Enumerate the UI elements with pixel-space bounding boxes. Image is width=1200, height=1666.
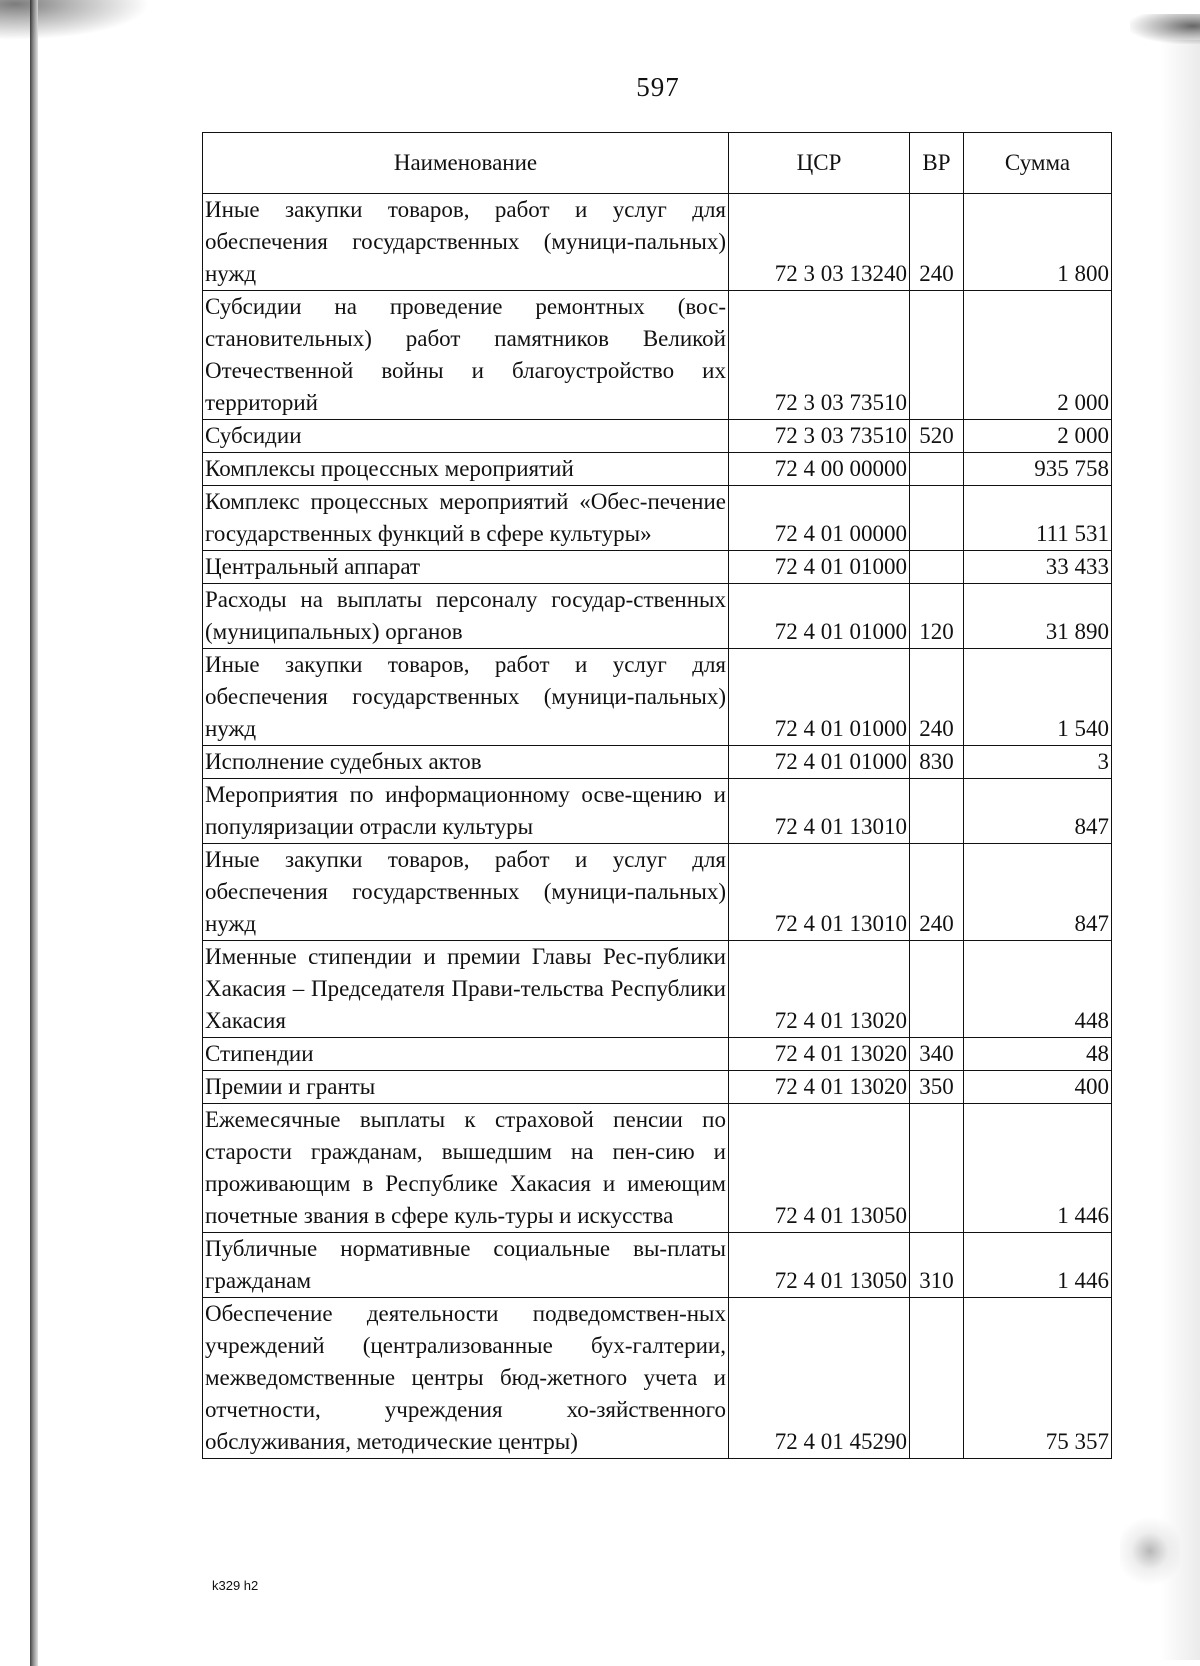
cell-vr xyxy=(910,941,964,1038)
cell-name: Именные стипендии и премии Главы Рес-публики Хакасия – Председателя Прави-тельства Республики Хакасия xyxy=(203,941,729,1038)
footer-code: k329 h2 xyxy=(212,1578,259,1593)
table-row xyxy=(203,1104,1112,1233)
cell-name: Иные закупки товаров, работ и услуг для обеспечения государственных (муници-пальных) нужд xyxy=(203,194,729,291)
cell-sum: 1 540 xyxy=(964,649,1112,746)
cell-csr: 72 3 03 73510 xyxy=(729,420,910,453)
scan-artifact-bottom-right xyxy=(1120,1516,1180,1586)
table-row xyxy=(203,1233,1112,1298)
cell-vr: 240 xyxy=(910,844,964,941)
cell-vr: 240 xyxy=(910,194,964,291)
cell-sum: 400 xyxy=(964,1071,1112,1104)
cell-vr: 310 xyxy=(910,1233,964,1298)
table-row xyxy=(203,844,1112,941)
cell-sum: 2 000 xyxy=(964,291,1112,420)
cell-name: Премии и гранты xyxy=(203,1071,729,1104)
table-row xyxy=(203,779,1112,844)
header-csr: ЦСР xyxy=(729,133,910,194)
cell-name: Ежемесячные выплаты к страховой пенсии по старости гражданам, вышедшим на пен-сию и проживающим в Республике Хакасия и имеющим почетные звания в сфере куль-туры и искусства xyxy=(203,1104,729,1233)
header-vr: ВР xyxy=(910,133,964,194)
cell-name: Расходы на выплаты персоналу государ-ственных (муниципальных) органов xyxy=(203,584,729,649)
scan-artifact-right-edge xyxy=(1160,40,1200,1660)
cell-csr: 72 4 00 00000 xyxy=(729,453,910,486)
table-row xyxy=(203,551,1112,584)
header-name: Наименование xyxy=(203,133,729,194)
page-number: 597 xyxy=(636,72,680,102)
table-row xyxy=(203,746,1112,779)
cell-csr: 72 4 01 13020 xyxy=(729,1071,910,1104)
cell-csr: 72 4 01 13010 xyxy=(729,779,910,844)
table-row xyxy=(203,584,1112,649)
cell-csr: 72 4 01 01000 xyxy=(729,551,910,584)
cell-csr: 72 4 01 13020 xyxy=(729,1038,910,1071)
cell-name: Центральный аппарат xyxy=(203,551,729,584)
cell-name: Комплекс процессных мероприятий «Обес-печение государственных функций в сфере культуры» xyxy=(203,486,729,551)
cell-sum: 1 800 xyxy=(964,194,1112,291)
cell-vr: 340 xyxy=(910,1038,964,1071)
cell-csr: 72 3 03 13240 xyxy=(729,194,910,291)
cell-sum: 33 433 xyxy=(964,551,1112,584)
cell-sum: 2 000 xyxy=(964,420,1112,453)
cell-vr xyxy=(910,551,964,584)
cell-csr: 72 4 01 00000 xyxy=(729,486,910,551)
table-body xyxy=(203,194,1112,1459)
cell-sum: 1 446 xyxy=(964,1104,1112,1233)
cell-name: Иные закупки товаров, работ и услуг для обеспечения государственных (муници-пальных) нужд xyxy=(203,844,729,941)
cell-vr xyxy=(910,291,964,420)
cell-sum: 1 446 xyxy=(964,1233,1112,1298)
cell-csr: 72 4 01 13050 xyxy=(729,1233,910,1298)
cell-vr xyxy=(910,1104,964,1233)
cell-vr xyxy=(910,1298,964,1459)
cell-name: Исполнение судебных актов xyxy=(203,746,729,779)
table-row xyxy=(203,453,1112,486)
cell-csr: 72 3 03 73510 xyxy=(729,291,910,420)
header-sum: Сумма xyxy=(964,133,1112,194)
cell-csr: 72 4 01 01000 xyxy=(729,746,910,779)
cell-vr xyxy=(910,779,964,844)
budget-table xyxy=(202,132,1112,1459)
cell-csr: 72 4 01 13010 xyxy=(729,844,910,941)
cell-name: Обеспечение деятельности подведомствен-ных учреждений (централизованные бух-галтерии, межведомственные центры бюд-жетного учета и отчетности, учреждения хо-зяйственного обслуживания, методические центры) xyxy=(203,1298,729,1459)
cell-name: Комплексы процессных мероприятий xyxy=(203,453,729,486)
cell-csr: 72 4 01 01000 xyxy=(729,649,910,746)
cell-vr xyxy=(910,453,964,486)
cell-vr: 830 xyxy=(910,746,964,779)
cell-vr: 120 xyxy=(910,584,964,649)
cell-vr: 520 xyxy=(910,420,964,453)
table-row xyxy=(203,1298,1112,1459)
cell-csr: 72 4 01 45290 xyxy=(729,1298,910,1459)
cell-vr xyxy=(910,486,964,551)
table-header-row xyxy=(203,133,1112,194)
cell-sum: 111 531 xyxy=(964,486,1112,551)
cell-sum: 3 xyxy=(964,746,1112,779)
cell-csr: 72 4 01 13050 xyxy=(729,1104,910,1233)
scan-artifact-left-edge xyxy=(30,0,38,1666)
cell-sum: 448 xyxy=(964,941,1112,1038)
cell-name: Субсидии на проведение ремонтных (вос-становительных) работ памятников Великой Отечественной войны и благоустройство их территорий xyxy=(203,291,729,420)
table-row xyxy=(203,420,1112,453)
table-row xyxy=(203,941,1112,1038)
table-row xyxy=(203,649,1112,746)
table-row xyxy=(203,486,1112,551)
cell-csr: 72 4 01 01000 xyxy=(729,584,910,649)
cell-sum: 847 xyxy=(964,779,1112,844)
cell-name: Публичные нормативные социальные вы-платы гражданам xyxy=(203,1233,729,1298)
cell-sum: 48 xyxy=(964,1038,1112,1071)
table-row xyxy=(203,1071,1112,1104)
cell-sum: 935 758 xyxy=(964,453,1112,486)
cell-sum: 31 890 xyxy=(964,584,1112,649)
cell-vr: 350 xyxy=(910,1071,964,1104)
scan-artifact-top-left xyxy=(0,0,150,40)
cell-name: Стипендии xyxy=(203,1038,729,1071)
cell-sum: 75 357 xyxy=(964,1298,1112,1459)
cell-sum: 847 xyxy=(964,844,1112,941)
cell-name: Мероприятия по информационному осве-щению и популяризации отрасли культуры xyxy=(203,779,729,844)
cell-name: Иные закупки товаров, работ и услуг для обеспечения государственных (муници-пальных) нужд xyxy=(203,649,729,746)
cell-csr: 72 4 01 13020 xyxy=(729,941,910,1038)
table-row xyxy=(203,194,1112,291)
cell-name: Субсидии xyxy=(203,420,729,453)
table-row xyxy=(203,291,1112,420)
cell-vr: 240 xyxy=(910,649,964,746)
table-row xyxy=(203,1038,1112,1071)
